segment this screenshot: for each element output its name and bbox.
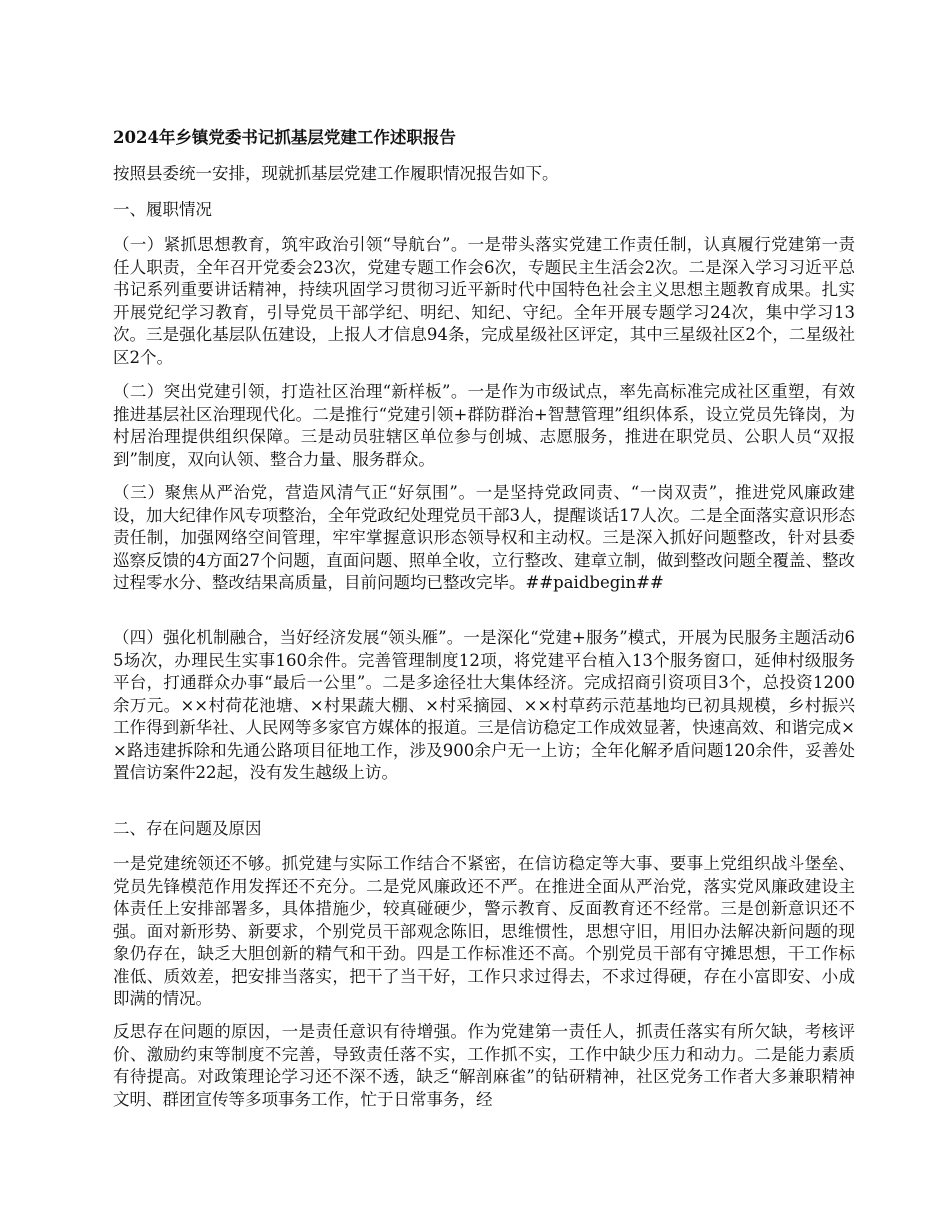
paragraph-economic-development: （四）强化机制融合，当好经济发展“领头雁”。一是深化“党建+服务”模式，开展为民服务主题活动65场次，办理民生实事160余件。完善管理制度12项，将党建平台植入13个服务窗口，延伸村级服务平台，打通群众办事“最后一公里”。二是多途径壮大集体经济。完成招商引资项目3个，总投资1200余万元。××村荷花池塘、×村果蔬大棚、×村采摘园、××村草药示范基地均已初具规模，乡村振兴工作得到新华社、人民网等多家官方媒体的报道。三是信访稳定工作成效显著，快速高效、和谐完成××路违建拆除和先通公路项目征地工作，涉及900余户无一上访；全年化解矛盾问题120余件，妥善处置信访案件22起，没有发生越级上访。 xyxy=(113,628,855,782)
paragraph-ideological-education: （一）紧抓思想教育，筑牢政治引领“导航台”。一是带头落实党建工作责任制，认真履行党建第一责任人职责，全年召开党委会23次，党建专题工作会6次，专题民主生活会2次。二是深入学习习近平总书记系列重要讲话精神，持续巩固学习贯彻习近平新时代中国特色社会主义思想主题教育成果。扎实开展党纪学习教育，引导党员干部学纪、明纪、知纪、守纪。全年开展专题学习24次，集中学习13次。三是强化基层队伍建设，上报人才信息94条，完成星级社区评定，其中三星级社区2个，二星级社区2个。 xyxy=(113,235,855,367)
document-title: 2024年乡镇党委书记抓基层党建工作述职报告 xyxy=(113,128,456,147)
paragraph-strict-party-governance: （三）聚焦从严治党，营造风清气正“好氛围”。一是坚持党政同责、“一岗双责”，推进党风廉政建设，加大纪律作风专项整治，全年党政纪处理党员干部3人，提醒谈话17人次。二是全面落实意识形态责任制，加强网络空间管理，牢牢掌握意识形态领导权和主动权。三是深入抓好问题整改，针对县委巡察反馈的4方面27个问题，直面问题、照单全收，立行整改、建章立制，做到整改问题全覆盖、整改过程零水分、整改结果高质量，目前问题均已整改完毕。##paidbegin## xyxy=(113,483,855,592)
intro-paragraph: 按照县委统一安排，现就抓基层党建工作履职情况报告如下。 xyxy=(113,164,559,183)
section-heading-problems: 二、存在问题及原因 xyxy=(113,819,262,838)
paragraph-causes: 反思存在问题的原因，一是责任意识有待增强。作为党建第一责任人，抓责任落实有所欠缺，考核评价、激励约束等制度不完善，导致责任落不实，工作抓不实，工作中缺少压力和动力。二是能力素质有待提高。对政策理论学习还不深不透，缺乏“解剖麻雀”的钻研精神，社区党务工作者大多兼职精神文明、群团宣传等多项事务工作，忙于日常事务，经 xyxy=(113,1022,855,1109)
section-heading-performance: 一、履职情况 xyxy=(113,200,212,219)
paragraph-problems: 一是党建统领还不够。抓党建与实际工作结合不紧密，在信访稳定等大事、要事上党组织战斗堡垒、党员先锋模范作用发挥还不充分。二是党风廉政还不严。在推进全面从严治党，落实党风廉政建设主体责任上安排部署多，具体措施少，较真碰硬少，警示教育、反面教育还不经常。三是创新意识还不强。面对新形势、新要求，个别党员干部观念陈旧，思维惯性，思想守旧，用旧办法解决新问题的现象仍存在，缺乏大胆创新的精气和干劲。四是工作标准还不高。个别党员干部有守摊思想，干工作标准低、质效差，把安排当落实，把干了当干好，工作只求过得去，不求过得硬，存在小富即安、小成即满的情况。 xyxy=(113,854,855,1008)
paragraph-community-governance: （二）突出党建引领，打造社区治理“新样板”。一是作为市级试点，率先高标准完成社区重塑，有效推进基层社区治理现代化。二是推行“党建引领+群防群治+智慧管理”组织体系，设立党员先锋岗，为村居治理提供组织保障。三是动员驻辖区单位参与创城、志愿服务，推进在职党员、公职人员“双报到”制度，双向认领、整合力量、服务群众。 xyxy=(113,382,855,469)
